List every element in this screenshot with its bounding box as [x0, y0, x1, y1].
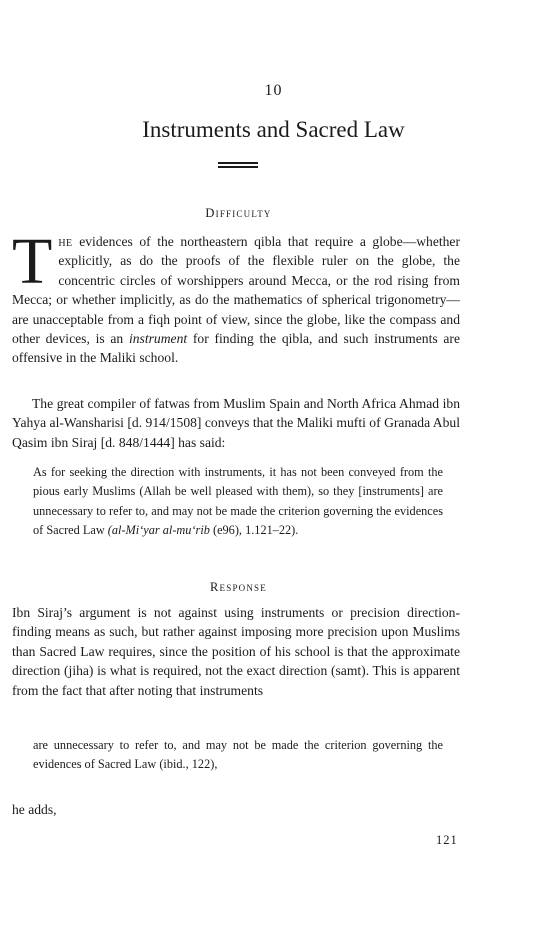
title-double-rule: [218, 162, 258, 168]
trailing-text: he adds,: [12, 802, 57, 817]
chapter-number: 10: [264, 82, 283, 99]
section-heading-response: Response: [210, 580, 267, 594]
lead-in-small-caps: he: [58, 234, 73, 249]
emphasis-instrument: instrument: [128, 331, 188, 347]
quote-source-title: (al-Mi‘yar al-mu‘rib: [107, 523, 210, 538]
response-paragraph: Ibn Siraj’s argument is not against using instruments or precision direction-finding means as such, but rather against imposing more precision upon Muslims than Sacred Law requires, since the position of his school is that the approximate direction (jiha) is what is required, not the exact direction (samt). This is apparent from the fact that after noting that instruments: [12, 605, 460, 698]
difficulty-paragraph-1: [12, 225, 460, 368]
section-heading-difficulty: Difficulty: [205, 206, 272, 220]
block-quote-ibn-siraj: [33, 463, 443, 541]
drop-cap: T: [12, 225, 53, 298]
chapter-title: Instruments and Sacred Law: [142, 117, 405, 142]
quote-text: As for seeking the direction with instruments, it has not been conveyed from the pious early Muslims (Allah be well pleased with them), so they [instruments] are unnecessary to refer to, and may not be made the criterion governing the evidences of Sacred Law: [33, 465, 443, 538]
difficulty-paragraph-2: The great compiler of fatwas from Muslim Spain and North Africa Ahmad ibn Yahya al-Wansharisi [d. 914/1508] conveys that the Maliki mufti of Granada Abul Qasim ibn Siraj [d. 848/1444] has said:: [12, 396, 460, 450]
paragraph-text: evidences of the northeastern qibla that require a globe—whether explicitly, as do the proofs of the flexible ruler on the globe, the concentric circles of worshippers around Mecca, or the rod rising from Mecca; or whether implicitly, as do the mathematics of spherical trigonometry—are unacceptable from a fiqh point of view, since the globe, like the compass and other devices, is an: [12, 234, 460, 347]
block-quote-ibid: are unnecessary to refer to, and may not be made the criterion governing the evidences of Sacred Law (ibid., 122),: [33, 738, 443, 772]
paragraph-text: for finding the qibla, and such instruments are offensive in the Maliki school.: [12, 331, 460, 366]
page-number: 121: [436, 833, 458, 847]
quote-citation: (e96), 1.121–22).: [209, 523, 299, 538]
